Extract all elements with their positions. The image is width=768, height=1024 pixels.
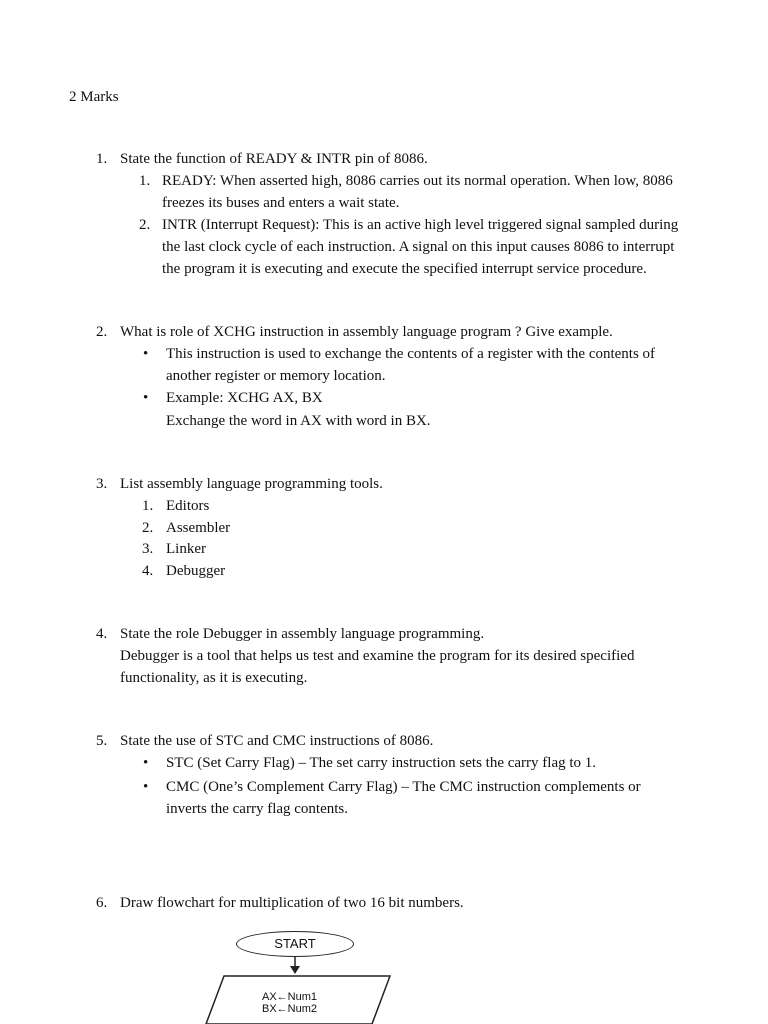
- question-number: 1.: [96, 151, 108, 167]
- list-item-text: READY: When asserted high, 8086 carries out its normal operation. When low, 8086: [162, 173, 673, 189]
- list-item-text: Debugger: [166, 563, 226, 579]
- list-item-text: Linker: [166, 541, 206, 557]
- list-item-number: 1.: [142, 498, 154, 514]
- flowchart-start-terminal: START: [236, 931, 354, 957]
- list-item-text: the program it is executing and execute the specified interrupt service procedure.: [162, 261, 647, 277]
- question-text: State the function of READY & INTR pin of 8086.: [120, 151, 428, 167]
- flowchart-io-line: BX←Num2: [262, 1003, 318, 1015]
- list-item-text: freezes its buses and enters a wait state.: [162, 195, 400, 211]
- question-text: What is role of XCHG instruction in assembly language program ? Give example.: [120, 324, 613, 340]
- question-text: State the use of STC and CMC instructions of 8086.: [120, 733, 434, 749]
- flowchart-arrow-head: [290, 966, 300, 974]
- question-number: 6.: [96, 895, 108, 911]
- bullet-icon: •: [143, 346, 149, 362]
- question-text: List assembly language programming tools.: [120, 476, 383, 492]
- question-number: 4.: [96, 626, 108, 642]
- bullet-text: inverts the carry flag contents.: [166, 801, 349, 817]
- answer-text: Debugger is a tool that helps us test and examine the program for its desired specified: [120, 648, 635, 664]
- list-item-text: Assembler: [166, 520, 231, 536]
- bullet-icon: •: [143, 755, 149, 771]
- bullet-text: Exchange the word in AX with word in BX.: [166, 413, 431, 429]
- bullet-text: STC (Set Carry Flag) – The set carry instruction sets the carry flag to 1.: [166, 755, 597, 771]
- list-item-number: 1.: [139, 173, 151, 189]
- question-number: 3.: [96, 476, 108, 492]
- answer-text: functionality, as it is executing.: [120, 670, 308, 686]
- bullet-text: Example: XCHG AX, BX: [166, 390, 323, 406]
- list-item-number: 3.: [142, 541, 154, 557]
- list-item-number: 2.: [139, 217, 151, 233]
- list-item-text: INTR (Interrupt Request): This is an active high level triggered signal sampled during: [162, 217, 679, 233]
- bullet-icon: •: [143, 390, 149, 406]
- question-number: 2.: [96, 324, 108, 340]
- question-text: Draw flowchart for multiplication of two 16 bit numbers.: [120, 895, 464, 911]
- list-item-text: the last clock cycle of each instruction. A signal on this input causes 8086 to interrupt: [162, 239, 675, 255]
- question-number: 5.: [96, 733, 108, 749]
- question-text: State the role Debugger in assembly language programming.: [120, 626, 485, 642]
- list-item-text: Editors: [166, 498, 210, 514]
- bullet-text: another register or memory location.: [166, 368, 386, 384]
- list-item-number: 2.: [142, 520, 154, 536]
- list-item-number: 4.: [142, 563, 154, 579]
- page-heading: 2 Marks: [69, 89, 119, 105]
- bullet-text: This instruction is used to exchange the contents of a register with the contents of: [166, 346, 656, 362]
- bullet-text: CMC (One’s Complement Carry Flag) – The CMC instruction complements or: [166, 779, 641, 795]
- bullet-icon: •: [143, 779, 149, 795]
- flowchart-io-line: AX←Num1: [262, 991, 318, 1003]
